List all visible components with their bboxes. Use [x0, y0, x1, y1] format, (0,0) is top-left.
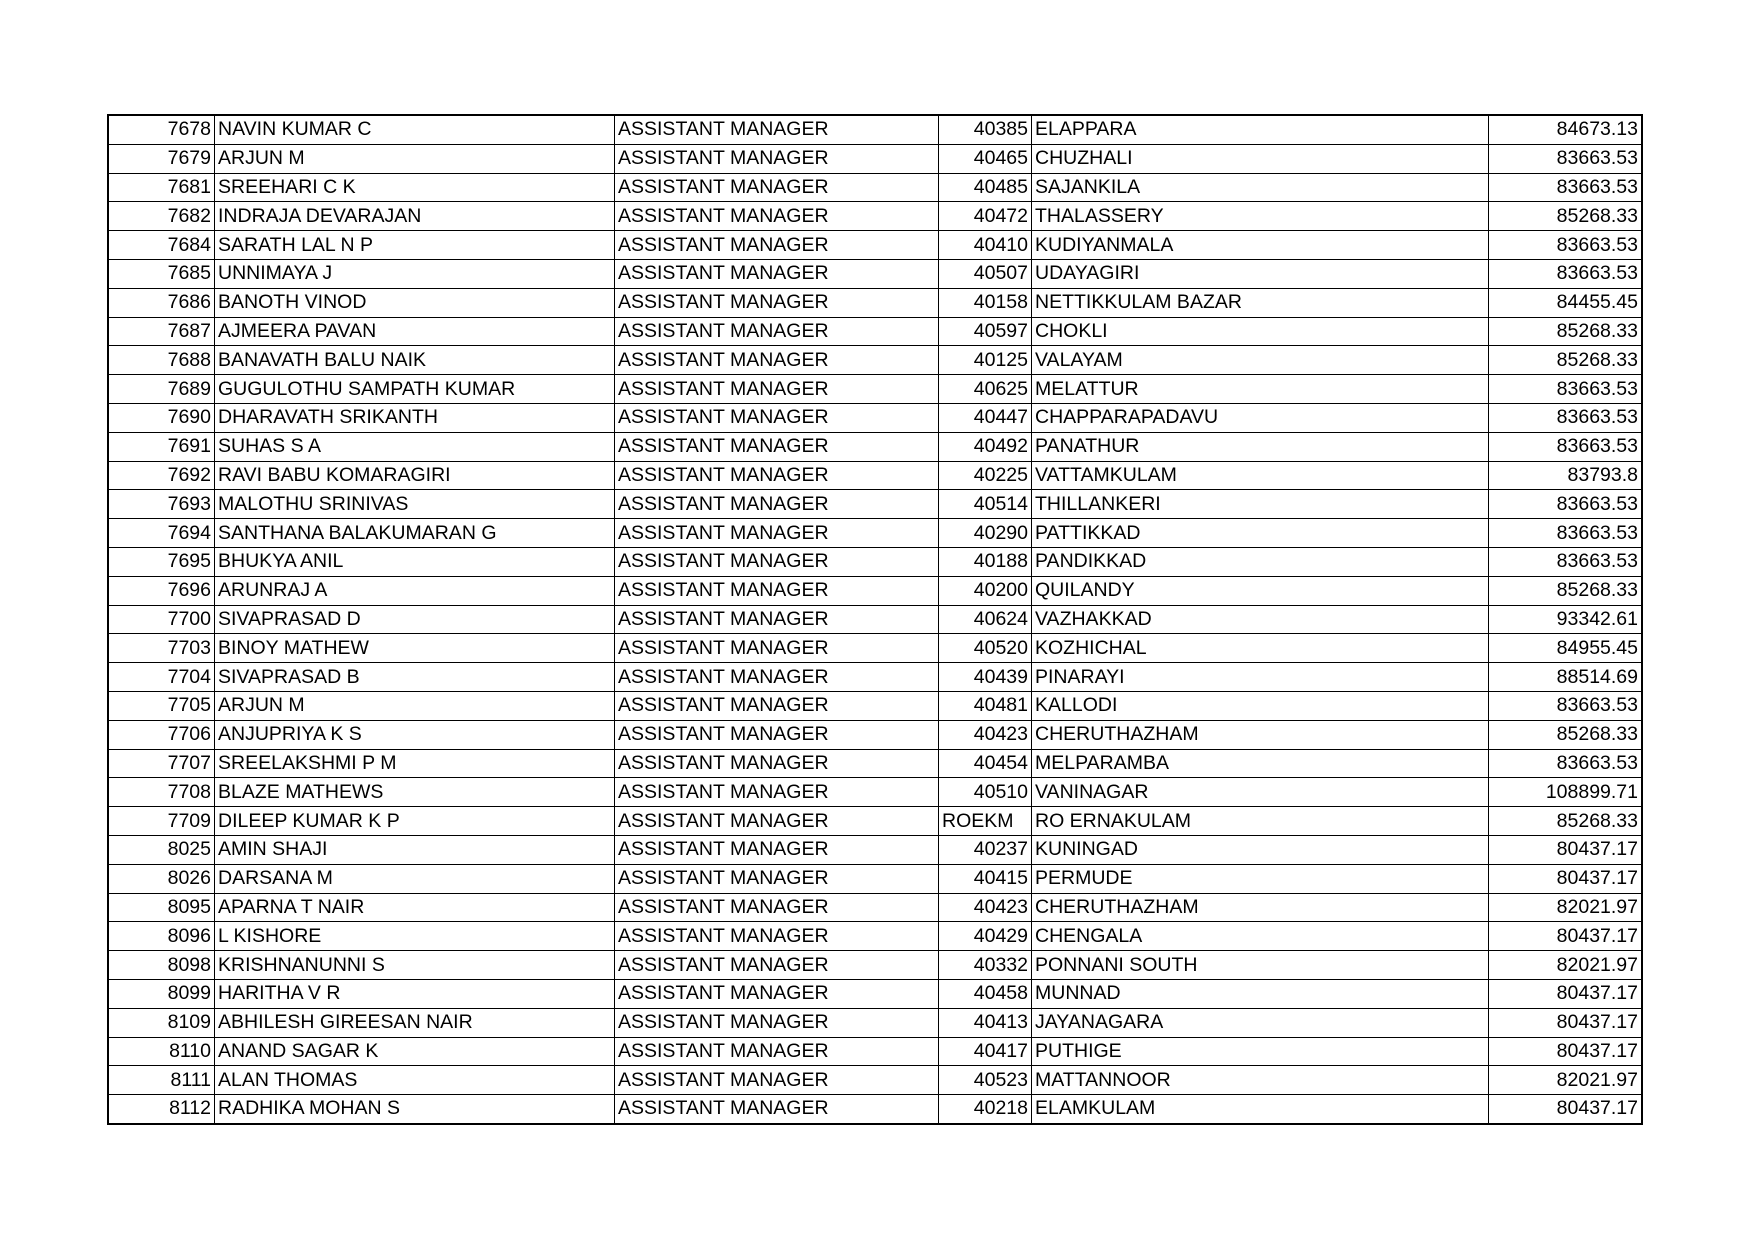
cell-id: 7692 — [108, 461, 215, 490]
cell-branch-code: 40385 — [939, 115, 1032, 144]
cell-name: KRISHNANUNNI S — [215, 951, 615, 980]
cell-designation: ASSISTANT MANAGER — [615, 979, 939, 1008]
cell-amount: 83663.53 — [1489, 231, 1643, 260]
table-row — [108, 720, 1642, 749]
cell-name: SIVAPRASAD B — [215, 663, 615, 692]
cell-branch-code: ROEKM — [939, 807, 1032, 836]
cell-branch-code: 40454 — [939, 749, 1032, 778]
cell-designation: ASSISTANT MANAGER — [615, 951, 939, 980]
cell-designation: ASSISTANT MANAGER — [615, 317, 939, 346]
cell-name: ARJUN M — [215, 691, 615, 720]
table-row — [108, 1066, 1642, 1095]
cell-id: 7705 — [108, 691, 215, 720]
cell-name: ALAN THOMAS — [215, 1066, 615, 1095]
cell-amount: 83663.53 — [1489, 547, 1643, 576]
cell-branch-name: CHUZHALI — [1032, 144, 1489, 173]
cell-branch-code: 40429 — [939, 922, 1032, 951]
cell-branch-name: PINARAYI — [1032, 663, 1489, 692]
cell-branch-code: 40520 — [939, 634, 1032, 663]
table-row — [108, 807, 1642, 836]
cell-branch-code: 40423 — [939, 720, 1032, 749]
cell-amount: 93342.61 — [1489, 605, 1643, 634]
cell-branch-code: 40439 — [939, 663, 1032, 692]
cell-designation: ASSISTANT MANAGER — [615, 605, 939, 634]
table-row — [108, 490, 1642, 519]
cell-amount: 85268.33 — [1489, 346, 1643, 375]
cell-amount: 88514.69 — [1489, 663, 1643, 692]
cell-designation: ASSISTANT MANAGER — [615, 202, 939, 231]
cell-branch-code: 40625 — [939, 375, 1032, 404]
cell-id: 7703 — [108, 634, 215, 663]
table-row — [108, 835, 1642, 864]
cell-id: 7696 — [108, 576, 215, 605]
cell-name: NAVIN KUMAR C — [215, 115, 615, 144]
cell-id: 7687 — [108, 317, 215, 346]
cell-name: BANAVATH BALU NAIK — [215, 346, 615, 375]
cell-name: INDRAJA DEVARAJAN — [215, 202, 615, 231]
cell-designation: ASSISTANT MANAGER — [615, 922, 939, 951]
cell-name: BHUKYA ANIL — [215, 547, 615, 576]
cell-designation: ASSISTANT MANAGER — [615, 778, 939, 807]
cell-name: DARSANA M — [215, 864, 615, 893]
cell-id: 7688 — [108, 346, 215, 375]
cell-branch-code: 40523 — [939, 1066, 1032, 1095]
table-row — [108, 403, 1642, 432]
cell-branch-name: PANATHUR — [1032, 432, 1489, 461]
cell-name: SREELAKSHMI P M — [215, 749, 615, 778]
table-row — [108, 922, 1642, 951]
cell-name: AJMEERA PAVAN — [215, 317, 615, 346]
cell-branch-code: 40237 — [939, 835, 1032, 864]
cell-id: 7706 — [108, 720, 215, 749]
cell-amount: 83663.53 — [1489, 259, 1643, 288]
cell-name: SREEHARI C K — [215, 173, 615, 202]
cell-branch-code: 40225 — [939, 461, 1032, 490]
data-table — [107, 114, 1643, 1125]
cell-name: BLAZE MATHEWS — [215, 778, 615, 807]
cell-amount: 82021.97 — [1489, 1066, 1643, 1095]
cell-designation: ASSISTANT MANAGER — [615, 864, 939, 893]
cell-designation: ASSISTANT MANAGER — [615, 749, 939, 778]
cell-amount: 80437.17 — [1489, 1095, 1643, 1124]
cell-branch-code: 40290 — [939, 519, 1032, 548]
table-row — [108, 576, 1642, 605]
cell-name: BANOTH VINOD — [215, 288, 615, 317]
cell-id: 7709 — [108, 807, 215, 836]
cell-amount: 84673.13 — [1489, 115, 1643, 144]
cell-amount: 83663.53 — [1489, 749, 1643, 778]
cell-branch-name: CHAPPARAPADAVU — [1032, 403, 1489, 432]
cell-designation: ASSISTANT MANAGER — [615, 634, 939, 663]
cell-branch-name: KALLODI — [1032, 691, 1489, 720]
cell-branch-name: MATTANNOOR — [1032, 1066, 1489, 1095]
cell-name: SUHAS S A — [215, 432, 615, 461]
cell-branch-name: ELAMKULAM — [1032, 1095, 1489, 1124]
cell-id: 7700 — [108, 605, 215, 634]
cell-branch-code: 40200 — [939, 576, 1032, 605]
cell-id: 8025 — [108, 835, 215, 864]
cell-designation: ASSISTANT MANAGER — [615, 1095, 939, 1124]
cell-id: 8111 — [108, 1066, 215, 1095]
cell-amount: 80437.17 — [1489, 864, 1643, 893]
cell-branch-name: QUILANDY — [1032, 576, 1489, 605]
cell-id: 8026 — [108, 864, 215, 893]
cell-branch-code: 40332 — [939, 951, 1032, 980]
cell-designation: ASSISTANT MANAGER — [615, 1066, 939, 1095]
cell-branch-code: 40417 — [939, 1037, 1032, 1066]
table-row — [108, 893, 1642, 922]
cell-name: DILEEP KUMAR K P — [215, 807, 615, 836]
cell-amount: 84955.45 — [1489, 634, 1643, 663]
cell-branch-code: 40514 — [939, 490, 1032, 519]
cell-id: 7679 — [108, 144, 215, 173]
cell-designation: ASSISTANT MANAGER — [615, 691, 939, 720]
cell-id: 8096 — [108, 922, 215, 951]
cell-id: 7681 — [108, 173, 215, 202]
cell-id: 7690 — [108, 403, 215, 432]
cell-designation: ASSISTANT MANAGER — [615, 403, 939, 432]
cell-id: 7682 — [108, 202, 215, 231]
cell-name: ANAND SAGAR K — [215, 1037, 615, 1066]
cell-id: 7689 — [108, 375, 215, 404]
cell-designation: ASSISTANT MANAGER — [615, 173, 939, 202]
cell-designation: ASSISTANT MANAGER — [615, 1008, 939, 1037]
cell-designation: ASSISTANT MANAGER — [615, 720, 939, 749]
cell-branch-name: CHENGALA — [1032, 922, 1489, 951]
cell-name: ABHILESH GIREESAN NAIR — [215, 1008, 615, 1037]
cell-id: 7686 — [108, 288, 215, 317]
cell-branch-name: CHERUTHAZHAM — [1032, 893, 1489, 922]
cell-branch-code: 40447 — [939, 403, 1032, 432]
cell-branch-code: 40624 — [939, 605, 1032, 634]
cell-branch-name: UDAYAGIRI — [1032, 259, 1489, 288]
cell-name: GUGULOTHU SAMPATH KUMAR — [215, 375, 615, 404]
table-row — [108, 605, 1642, 634]
cell-name: AMIN SHAJI — [215, 835, 615, 864]
cell-branch-name: CHOKLI — [1032, 317, 1489, 346]
cell-name: UNNIMAYA J — [215, 259, 615, 288]
table-row — [108, 1037, 1642, 1066]
cell-name: DHARAVATH SRIKANTH — [215, 403, 615, 432]
cell-designation: ASSISTANT MANAGER — [615, 346, 939, 375]
cell-branch-name: RO ERNAKULAM — [1032, 807, 1489, 836]
cell-branch-name: SAJANKILA — [1032, 173, 1489, 202]
cell-branch-code: 40410 — [939, 231, 1032, 260]
cell-designation: ASSISTANT MANAGER — [615, 259, 939, 288]
cell-amount: 83663.53 — [1489, 173, 1643, 202]
table-body — [108, 115, 1642, 1124]
cell-name: L KISHORE — [215, 922, 615, 951]
table-row — [108, 144, 1642, 173]
cell-name: HARITHA V R — [215, 979, 615, 1008]
cell-designation: ASSISTANT MANAGER — [615, 807, 939, 836]
cell-id: 8109 — [108, 1008, 215, 1037]
cell-branch-code: 40507 — [939, 259, 1032, 288]
cell-id: 7704 — [108, 663, 215, 692]
cell-id: 7694 — [108, 519, 215, 548]
cell-id: 7685 — [108, 259, 215, 288]
cell-amount: 85268.33 — [1489, 576, 1643, 605]
cell-amount: 83793.8 — [1489, 461, 1643, 490]
cell-branch-name: ELAPPARA — [1032, 115, 1489, 144]
cell-id: 7684 — [108, 231, 215, 260]
cell-branch-name: VANINAGAR — [1032, 778, 1489, 807]
cell-name: ANJUPRIYA K S — [215, 720, 615, 749]
table-row — [108, 461, 1642, 490]
cell-branch-code: 40218 — [939, 1095, 1032, 1124]
table-row — [108, 663, 1642, 692]
table-row — [108, 231, 1642, 260]
table-row — [108, 979, 1642, 1008]
cell-branch-code: 40413 — [939, 1008, 1032, 1037]
cell-branch-name: JAYANAGARA — [1032, 1008, 1489, 1037]
cell-amount: 108899.71 — [1489, 778, 1643, 807]
cell-branch-name: VALAYAM — [1032, 346, 1489, 375]
table-row — [108, 346, 1642, 375]
cell-branch-code: 40472 — [939, 202, 1032, 231]
cell-branch-name: PONNANI SOUTH — [1032, 951, 1489, 980]
cell-branch-name: MELATTUR — [1032, 375, 1489, 404]
cell-id: 7708 — [108, 778, 215, 807]
cell-id: 7691 — [108, 432, 215, 461]
cell-name: BINOY MATHEW — [215, 634, 615, 663]
cell-amount: 80437.17 — [1489, 1008, 1643, 1037]
cell-amount: 85268.33 — [1489, 317, 1643, 346]
cell-branch-code: 40125 — [939, 346, 1032, 375]
cell-designation: ASSISTANT MANAGER — [615, 115, 939, 144]
table-row — [108, 317, 1642, 346]
table-row — [108, 634, 1642, 663]
cell-amount: 80437.17 — [1489, 835, 1643, 864]
cell-branch-code: 40485 — [939, 173, 1032, 202]
cell-name: SANTHANA BALAKUMARAN G — [215, 519, 615, 548]
cell-name: SARATH LAL N P — [215, 231, 615, 260]
table-row — [108, 864, 1642, 893]
cell-designation: ASSISTANT MANAGER — [615, 461, 939, 490]
cell-id: 8099 — [108, 979, 215, 1008]
table-row — [108, 288, 1642, 317]
cell-designation: ASSISTANT MANAGER — [615, 576, 939, 605]
cell-amount: 83663.53 — [1489, 691, 1643, 720]
cell-id: 7707 — [108, 749, 215, 778]
cell-branch-name: KUNINGAD — [1032, 835, 1489, 864]
cell-name: ARUNRAJ A — [215, 576, 615, 605]
cell-designation: ASSISTANT MANAGER — [615, 144, 939, 173]
cell-name: MALOTHU SRINIVAS — [215, 490, 615, 519]
table-row — [108, 1008, 1642, 1037]
cell-id: 8095 — [108, 893, 215, 922]
cell-branch-code: 40423 — [939, 893, 1032, 922]
cell-branch-name: KUDIYANMALA — [1032, 231, 1489, 260]
cell-branch-name: THALASSERY — [1032, 202, 1489, 231]
cell-amount: 80437.17 — [1489, 1037, 1643, 1066]
cell-id: 8098 — [108, 951, 215, 980]
cell-branch-code: 40481 — [939, 691, 1032, 720]
cell-name: RAVI BABU KOMARAGIRI — [215, 461, 615, 490]
cell-designation: ASSISTANT MANAGER — [615, 432, 939, 461]
cell-designation: ASSISTANT MANAGER — [615, 663, 939, 692]
cell-designation: ASSISTANT MANAGER — [615, 490, 939, 519]
table-row — [108, 547, 1642, 576]
table-row — [108, 375, 1642, 404]
cell-amount: 80437.17 — [1489, 979, 1643, 1008]
cell-branch-code: 40188 — [939, 547, 1032, 576]
cell-name: SIVAPRASAD D — [215, 605, 615, 634]
cell-designation: ASSISTANT MANAGER — [615, 835, 939, 864]
cell-branch-name: PATTIKKAD — [1032, 519, 1489, 548]
cell-branch-name: PERMUDE — [1032, 864, 1489, 893]
table-row — [108, 749, 1642, 778]
cell-amount: 82021.97 — [1489, 951, 1643, 980]
cell-designation: ASSISTANT MANAGER — [615, 1037, 939, 1066]
cell-branch-code: 40492 — [939, 432, 1032, 461]
cell-designation: ASSISTANT MANAGER — [615, 519, 939, 548]
cell-designation: ASSISTANT MANAGER — [615, 547, 939, 576]
cell-branch-name: CHERUTHAZHAM — [1032, 720, 1489, 749]
cell-amount: 83663.53 — [1489, 375, 1643, 404]
table-row — [108, 951, 1642, 980]
cell-amount: 84455.45 — [1489, 288, 1643, 317]
table-row — [108, 115, 1642, 144]
cell-branch-code: 40458 — [939, 979, 1032, 1008]
table-row — [108, 519, 1642, 548]
cell-branch-name: KOZHICHAL — [1032, 634, 1489, 663]
cell-id: 8112 — [108, 1095, 215, 1124]
cell-designation: ASSISTANT MANAGER — [615, 375, 939, 404]
cell-designation: ASSISTANT MANAGER — [615, 288, 939, 317]
cell-amount: 83663.53 — [1489, 519, 1643, 548]
cell-designation: ASSISTANT MANAGER — [615, 893, 939, 922]
cell-amount: 85268.33 — [1489, 202, 1643, 231]
cell-amount: 83663.53 — [1489, 403, 1643, 432]
cell-branch-name: PUTHIGE — [1032, 1037, 1489, 1066]
cell-branch-name: NETTIKKULAM BAZAR — [1032, 288, 1489, 317]
table-row — [108, 691, 1642, 720]
cell-name: RADHIKA MOHAN S — [215, 1095, 615, 1124]
cell-id: 7678 — [108, 115, 215, 144]
cell-branch-name: VAZHAKKAD — [1032, 605, 1489, 634]
cell-branch-name: MELPARAMBA — [1032, 749, 1489, 778]
cell-amount: 83663.53 — [1489, 490, 1643, 519]
cell-branch-name: VATTAMKULAM — [1032, 461, 1489, 490]
cell-branch-code: 40510 — [939, 778, 1032, 807]
cell-amount: 83663.53 — [1489, 144, 1643, 173]
cell-branch-code: 40465 — [939, 144, 1032, 173]
cell-branch-name: THILLANKERI — [1032, 490, 1489, 519]
cell-amount: 85268.33 — [1489, 807, 1643, 836]
cell-designation: ASSISTANT MANAGER — [615, 231, 939, 260]
cell-branch-name: PANDIKKAD — [1032, 547, 1489, 576]
cell-branch-code: 40415 — [939, 864, 1032, 893]
cell-amount: 82021.97 — [1489, 893, 1643, 922]
cell-id: 7695 — [108, 547, 215, 576]
cell-amount: 83663.53 — [1489, 432, 1643, 461]
cell-name: ARJUN M — [215, 144, 615, 173]
table-row — [108, 202, 1642, 231]
cell-id: 8110 — [108, 1037, 215, 1066]
cell-branch-code: 40158 — [939, 288, 1032, 317]
table-row — [108, 778, 1642, 807]
cell-id: 7693 — [108, 490, 215, 519]
table-row — [108, 173, 1642, 202]
table-row — [108, 1095, 1642, 1124]
table-row — [108, 432, 1642, 461]
cell-branch-name: MUNNAD — [1032, 979, 1489, 1008]
cell-amount: 85268.33 — [1489, 720, 1643, 749]
cell-name: APARNA T NAIR — [215, 893, 615, 922]
cell-branch-code: 40597 — [939, 317, 1032, 346]
table-row — [108, 259, 1642, 288]
cell-amount: 80437.17 — [1489, 922, 1643, 951]
